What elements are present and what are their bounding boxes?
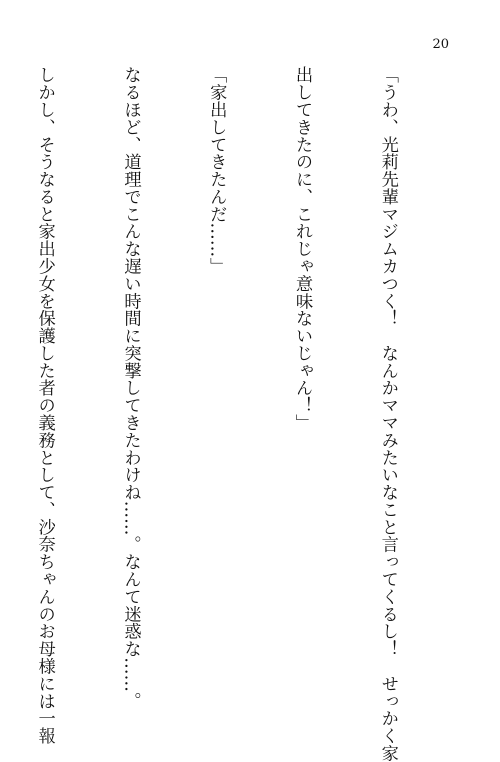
text-line: 「うわ、光莉先輩マジムカつく！ なんかママみたいなこと言ってくるし！ せっかく家 (377, 66, 398, 762)
text-line: 「家出してきたんだ……」 (206, 66, 227, 275)
text-line: 出してきたのに、これじゃ意味ないじゃん！」 (292, 66, 313, 432)
text-line: なるほど、道理でこんな遅い時間に突撃してきたわけね……。なんて迷惑な……。 (120, 66, 141, 710)
vertical-body-text (34, 66, 459, 762)
text-line: しかし、そうなると家出少女を保護した者の義務として、沙奈ちゃんのお母様には一報 (34, 66, 55, 745)
page-number: 20 (432, 37, 449, 52)
